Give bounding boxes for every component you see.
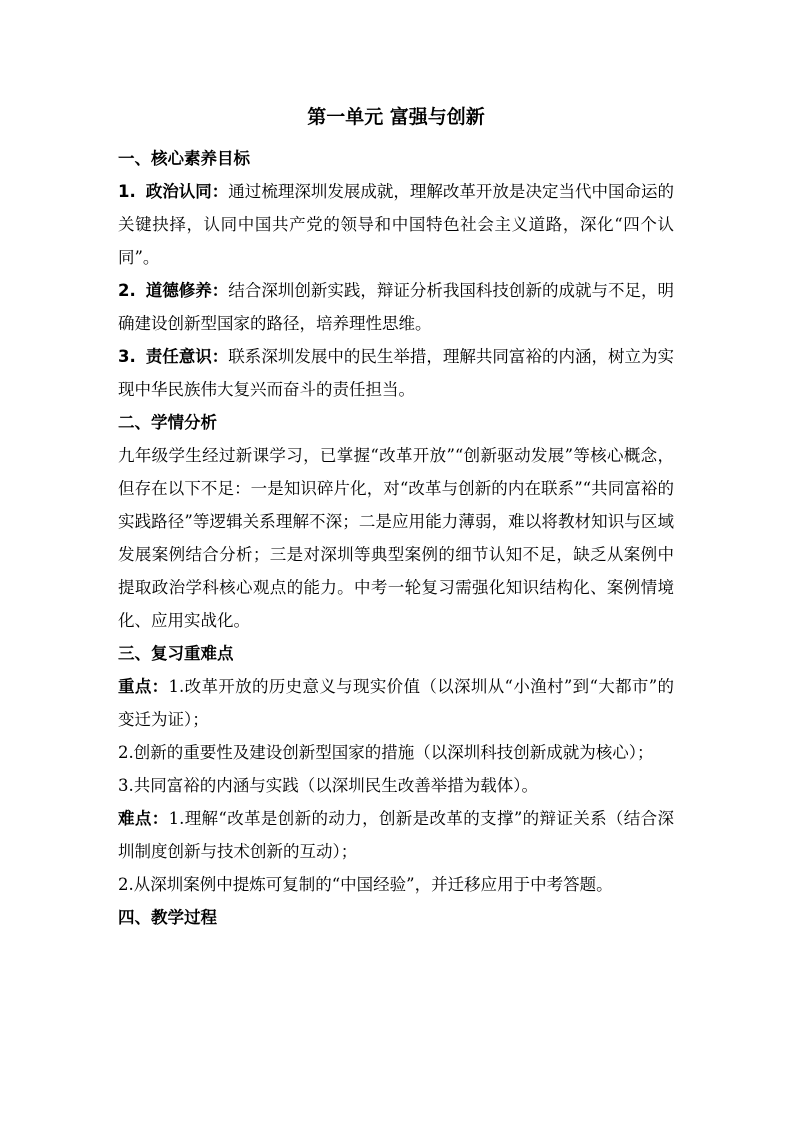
objective-item-responsibility (118, 340, 674, 406)
section-heading-analysis: 二、学情分析 (118, 413, 217, 432)
difficulty-label: 难点： (118, 809, 169, 828)
section-heading-process: 四、教学过程 (118, 908, 217, 927)
difficulty-text: 1.理解“改革是创新的动力，创新是改革的支撑”的辩证关系（结合深圳制度创新与技术创新的互动）； (118, 809, 675, 861)
objective-text: 联系深圳发展中的民生举措，理解共同富裕的内涵，树立为实现中华民族伟大复兴而奋斗的责任担当。 (118, 347, 674, 399)
objective-number: 3. (118, 347, 136, 366)
objective-label: 道德修养： (145, 281, 229, 300)
objective-number: 1. (118, 182, 136, 201)
objective-item-moral (118, 274, 674, 340)
key-point-item: 2.创新的重要性及建设创新型国家的措施（以深圳科技创新成就为核心）； (118, 743, 654, 762)
page-title: 第一单元 富强与创新 (307, 106, 485, 128)
key-point-text: 1.改革开放的历史意义与现实价值（以深圳从“小渔村”到“大都市”的变迁为证）； (118, 677, 675, 729)
section-heading-objectives: 一、核心素养目标 (118, 149, 250, 168)
difficulty-item: 2.从深圳案例中提炼可复制的“中国经验”，并迁移应用于中考答题。 (118, 875, 613, 894)
key-point-label: 重点： (118, 677, 169, 696)
objective-text: 通过梳理深圳发展成就，理解改革开放是决定当代中国命运的关键抉择，认同中国共产党的领导和中国特色社会主义道路，深化“四个认同”。 (118, 182, 674, 267)
objective-label: 责任意识： (145, 347, 229, 366)
key-point-item: 3.共同富裕的内涵与实践（以深圳民生改善举措为载体）。 (118, 776, 538, 795)
objective-text: 结合深圳创新实践，辩证分析我国科技创新的成就与不足，明确建设创新型国家的路径，培养理性思维。 (118, 281, 674, 333)
objective-item-political (118, 175, 674, 274)
difficulty-item (118, 802, 674, 868)
section-heading-key-points: 三、复习重难点 (118, 644, 234, 663)
objective-number: 2. (118, 281, 136, 300)
key-point-item (118, 670, 674, 736)
analysis-paragraph: 九年级学生经过新课学习，已掌握“改革开放”“创新驱动发展”等核心概念，但存在以下不足：一是知识碎片化，对“改革与创新的内在联系”“共同富裕的实践路径”等逻辑关系理解不深；二是应用能力薄弱，难以将教材知识与区域发展案例结合分析；三是对深圳等典型案例的细节认知不足，缺乏从案例中提取政治学科核心观点的能力。中考一轮复习需强化知识结构化、案例情境化、应用实战化。 (118, 446, 674, 630)
document-page (118, 100, 674, 934)
objective-label: 政治认同： (145, 182, 229, 201)
